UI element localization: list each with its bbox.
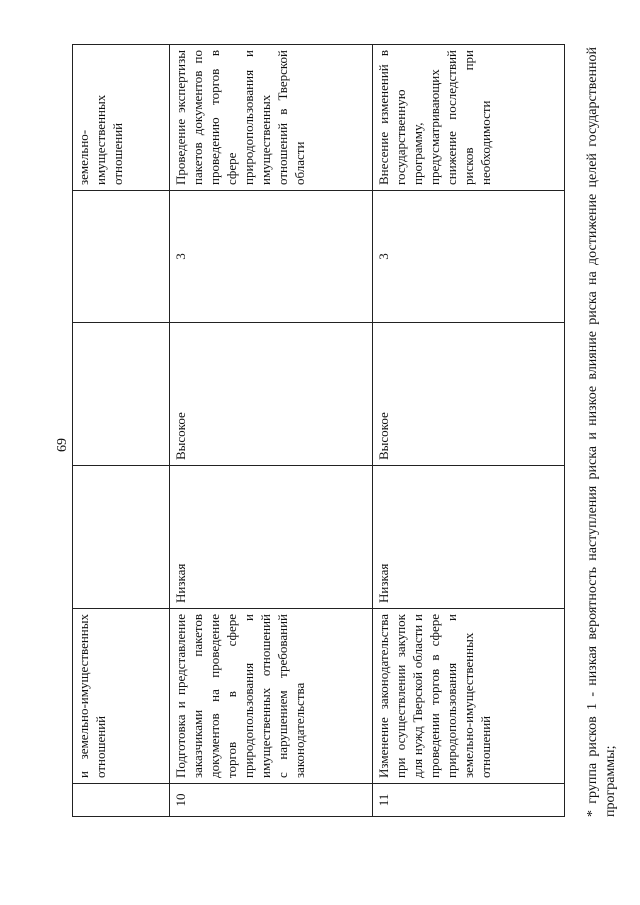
probability-cell: Низкая xyxy=(373,466,565,609)
row-number-cell xyxy=(73,784,170,817)
footnote: * группа рисков 1 - низкая вероятность наступления риска и низкое влияние риска на достижение целей государственной программы; xyxy=(585,47,618,817)
measures-cell: земельно-имущественных отношений xyxy=(73,45,170,191)
risk-group-cell: 3 xyxy=(373,191,565,323)
risk-table xyxy=(72,44,565,817)
probability-cell xyxy=(73,466,170,609)
impact-cell xyxy=(73,323,170,466)
table-row xyxy=(73,45,170,817)
row-number-cell: 10 xyxy=(170,784,373,817)
risk-description-cell: и земельно-имущественных отношений xyxy=(73,609,170,784)
risk-description-cell: Подготовка и представление заказчиками пакетов документов на проведение торгов в сфере природопользования и имущественных отношений с нарушением требований законодательства xyxy=(170,609,373,784)
risk-group-cell xyxy=(73,191,170,323)
measures-cell: Проведение экспертизы пакетов документов по проведению торгов в сфере природопользования и имущественных отношений в Тверской области xyxy=(170,45,373,191)
risk-description-cell: Изменение законодательства при осуществлении закупок для нужд Тверской области и проведении торгов в сфере природопользования и земельно-имущественных отношений xyxy=(373,609,565,784)
probability-cell: Низкая xyxy=(170,466,373,609)
impact-cell: Высокое xyxy=(373,323,565,466)
row-number-cell: 11 xyxy=(373,784,565,817)
measures-cell: Внесение изменений в государственную программу, предусматривающих снижение последствий рисков при необходимости xyxy=(373,45,565,191)
impact-cell: Высокое xyxy=(170,323,373,466)
table-row xyxy=(373,45,565,817)
table-row xyxy=(170,45,373,817)
risk-group-cell: 3 xyxy=(170,191,373,323)
page-number: 69 xyxy=(55,438,70,452)
